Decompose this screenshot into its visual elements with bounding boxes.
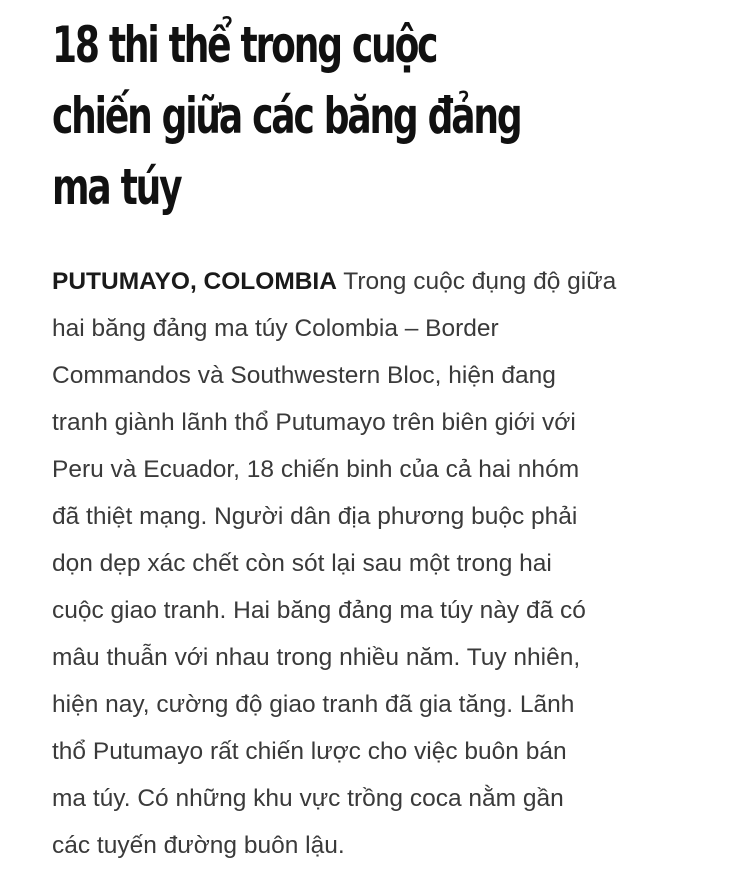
body-line: dọn dẹp xác chết còn sót lại sau một trong hai <box>52 550 552 577</box>
article-body <box>52 258 652 869</box>
body-line: mâu thuẫn với nhau trong nhiều năm. Tuy nhiên, <box>52 644 581 671</box>
body-line: hiện nay, cường độ giao tranh đã gia tăng. Lãnh <box>52 691 575 718</box>
body-line: cuộc giao tranh. Hai băng đảng ma túy này đã có <box>52 597 586 624</box>
article <box>52 0 692 859</box>
body-line: các tuyến đường buôn lậu. <box>52 832 345 859</box>
body-line: Peru và Ecuador, 18 chiến binh của cả hai nhóm <box>52 456 580 483</box>
body-line: đã thiệt mạng. Người dân địa phương buộc phải <box>52 503 578 530</box>
dateline: PUTUMAYO, COLOMBIA <box>52 268 337 295</box>
body-line-text: Trong cuộc đụng độ giữa <box>336 268 617 295</box>
headline-line: ma túy <box>52 158 181 216</box>
article-headline <box>52 0 570 223</box>
body-line: thổ Putumayo rất chiến lược cho việc buôn bán <box>52 738 567 765</box>
body-line: hai băng đảng ma túy Colombia – Border <box>52 315 499 342</box>
body-line <box>52 258 652 305</box>
body-line: tranh giành lãnh thổ Putumayo trên biên giới với <box>52 409 576 436</box>
headline-line: 18 thi thể trong cuộc <box>52 16 437 74</box>
body-line: Commandos và Southwestern Bloc, hiện đang <box>52 362 556 389</box>
headline-line: chiến giữa các băng đảng <box>52 87 521 145</box>
body-line: ma túy. Có những khu vực trồng coca nằm gần <box>52 785 564 812</box>
